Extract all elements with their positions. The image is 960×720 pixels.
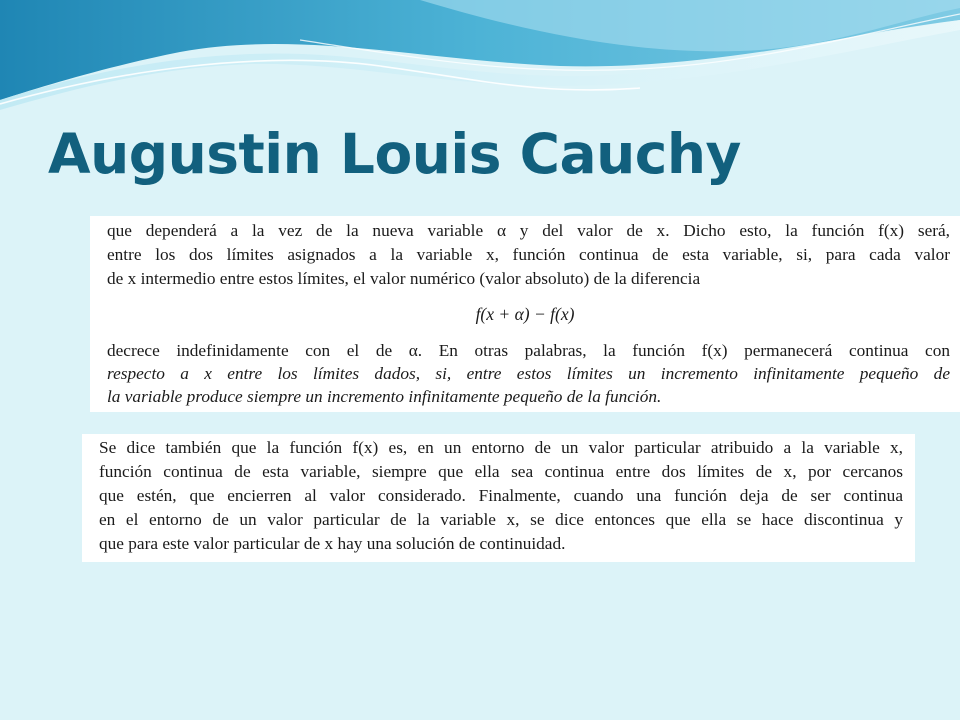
excerpt-line: respecto a x entre los límites dados, si, entre estos límites un incremento infinitamente pequeño de (107, 364, 950, 383)
excerpt-line: de x intermedio entre estos límites, el valor numérico (valor absoluto) de la diferencia (107, 269, 701, 288)
excerpt-line: entre los dos límites asignados a la variable x, función continua de esta variable, si, para cada valor (107, 245, 950, 264)
header-wave-decoration (0, 0, 960, 115)
text-excerpt-local-continuity (82, 434, 915, 562)
excerpt-line: que dependerá a la vez de la nueva variable α y del valor de x. Dicho esto, la función f(x) será, (107, 221, 950, 240)
slide-title: Augustin Louis Cauchy (48, 122, 741, 186)
excerpt-line: función continua de esta variable, siempre que ella sea continua entre dos límites de x, por cercanos (99, 462, 903, 481)
excerpt-line: la variable produce siempre un incremento infinitamente pequeño de la función. (107, 387, 662, 406)
difference-formula: f(x + α) − f(x) (475, 304, 575, 324)
excerpt-line: Se dice también que la función f(x) es, en un entorno de un valor particular atribuido a la variable x, (99, 438, 903, 457)
excerpt-line: que estén, que encierren al valor considerado. Finalmente, cuando una función deja de ser continua (99, 486, 903, 505)
text-excerpt-continuity-definition (90, 216, 960, 412)
excerpt-line: en el entorno de un valor particular de la variable x, se dice entonces que ella se hace discontinua y (99, 510, 903, 529)
excerpt-line: decrece indefinidamente con el de α. En otras palabras, la función f(x) permanecerá continua con (107, 341, 950, 360)
excerpt-line: que para este valor particular de x hay una solución de continuidad. (99, 534, 566, 553)
